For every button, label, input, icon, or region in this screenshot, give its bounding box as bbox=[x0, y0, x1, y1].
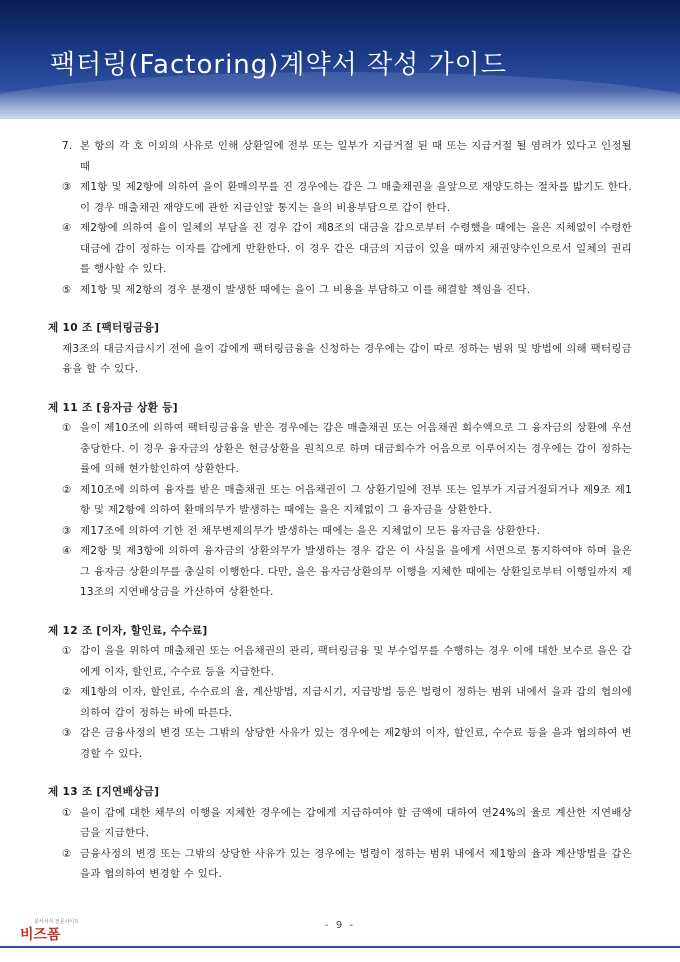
item-text: 갑은 금융사정의 변경 또는 그밖의 상당한 사유가 있는 경우에는 제2항의 이자, 할인료, 수수료 등을 을과 협의하여 변경할 수 있다. bbox=[80, 727, 632, 760]
item-number: ② bbox=[62, 686, 72, 698]
item-text: 을이 제10조에 의하여 팩터링금융을 받은 경우에는 갑은 매출채권 또는 어음채권 회수액으로 그 융자금의 상환에 우선 충당한다. 이 경우 융자금의 상환은 현금상환을 원칙으로 하며 대금회수가 어음으로 이루어지는 경우에는 갑이 정하는 률에 의해 현가할인하여 상환한다. bbox=[80, 422, 632, 475]
item-text: 제2항 및 제3항에 의하여 융자금의 상환의무가 발생하는 경우 갑은 이 사실을 을에게 서면으로 통지하여야 하며 을은 그 융자금 상환의무를 충실히 이행한다. 다만, 을은 융자금상환의무 이행을 지체한 때에는 상환일로부터 이행일까지 제13조의 지연배상금을 가산하여 상환한다. bbox=[80, 545, 632, 598]
article-10-title: 제 10 조 [팩터링금융] bbox=[48, 322, 160, 334]
footer-divider bbox=[0, 946, 680, 948]
list-item bbox=[0, 723, 680, 764]
item-text: 제1항 및 제2항에 의하여 을이 환매의무를 진 경우에는 갑은 그 매출채권을 을앞으로 재양도하는 절차를 밟기도 한다. 이 경우 매출채권 재양도에 관한 지급인앞 통지는 을의 비용부담으로 갑이 한다. bbox=[80, 181, 632, 214]
item-number: ① bbox=[62, 806, 72, 819]
item-number: ④ bbox=[62, 545, 72, 557]
item-number: ③ bbox=[62, 727, 72, 739]
list-item bbox=[0, 136, 680, 177]
item-number: ④ bbox=[62, 222, 72, 234]
header-divider bbox=[0, 118, 680, 119]
item-text: 금융사정의 변경 또는 그밖의 상당한 사유가 있는 경우에는 법령이 정하는 범위 내에서 제1항의 율과 계산방법을 갑은 을과 협의하여 변경할 수 있다. bbox=[80, 847, 632, 880]
item-text: 제17조에 의하여 기한 전 채무변제의무가 발생하는 때에는 을은 지체없이 모든 융자금을 상환한다. bbox=[80, 524, 541, 537]
list-item bbox=[0, 480, 680, 521]
list-item bbox=[0, 521, 680, 542]
item-text: 제10조에 의하여 융자를 받은 매출채권 또는 어음채권이 그 상환기일에 전부 또는 일부가 지급거절되거나 제9조 제1항 및 제2항에 의하여 환매의무가 발생하는 때에는 을은 지체없이 그 융자금을 상환한다. bbox=[80, 483, 632, 516]
item-text: 을이 갑에 대한 채무의 이행을 지체한 경우에는 갑에게 지급하여야 할 금액에 대하여 연24%의 율로 계산한 지연배상금을 지급한다. bbox=[80, 806, 632, 839]
page-number: - 9 - bbox=[325, 920, 355, 931]
list-item bbox=[0, 844, 680, 885]
document-body bbox=[0, 136, 680, 885]
list-item bbox=[0, 803, 680, 844]
list-item bbox=[0, 418, 680, 480]
article-11-title: 제 11 조 [융자금 상환 등] bbox=[48, 401, 178, 414]
article-13-title: 제 13 조 [지연배상금] bbox=[48, 786, 160, 798]
item-number: ② bbox=[62, 847, 72, 860]
item-number: ① bbox=[62, 645, 72, 657]
logo-tagline: 문서서식 전문사이트 bbox=[34, 919, 80, 925]
item-number: 7. bbox=[62, 140, 73, 152]
list-item bbox=[0, 177, 680, 218]
page-title: 팩터링(Factoring)계약서 작성 가이드 bbox=[50, 50, 507, 80]
list-item bbox=[0, 541, 680, 603]
item-text: 갑이 을을 위하여 매출채권 또는 어음채권의 관리, 팩터링금융 및 부수업무를 수행하는 경우 이에 대한 보수로 을은 갑에게 이자, 할인료, 수수료 등을 지급한다. bbox=[80, 645, 632, 678]
item-text: 제1항 및 제2항의 경우 분쟁이 발생한 때에는 을이 그 비용을 부담하고 이를 해결할 책임을 진다. bbox=[80, 283, 531, 296]
item-number: ③ bbox=[62, 181, 72, 193]
item-text: 제1항의 이자, 할인료, 수수료의 율, 계산방법, 지급시기, 지급방법 등은 법령이 정하는 범위 내에서 을과 갑의 협의에 의하여 갑이 정하는 바에 따른다. bbox=[80, 686, 632, 719]
list-item bbox=[0, 682, 680, 723]
item-text: 본 항의 각 호 이외의 사유로 인해 상환일에 전부 또는 일부가 지급거절 된 때 또는 지급거절 될 염려가 있다고 인정될 때 bbox=[80, 140, 632, 173]
list-item bbox=[0, 218, 680, 280]
item-text: 제2항에 의하여 을이 일체의 부담을 진 경우 갑이 제8조의 대금을 갑으로부터 수령했을 때에는 을은 지체없이 수령한 대금에 갑이 정하는 이자를 갑에게 반환한다. 이 경우 갑은 대금의 지급이 있을 때까지 채권양수인으로서 일체의 권리를 행사할 수 있다. bbox=[80, 222, 632, 275]
list-item bbox=[0, 280, 680, 301]
item-number: ① bbox=[62, 422, 72, 434]
item-number: ② bbox=[62, 483, 72, 496]
logo-text: 비즈폼 bbox=[20, 927, 61, 943]
article-12-title: 제 12 조 [이자, 할인료, 수수료] bbox=[48, 624, 208, 637]
item-number: ③ bbox=[62, 524, 72, 537]
item-number: ⑤ bbox=[62, 283, 72, 296]
article-10-body: 제3조의 대금지급시기 전에 을이 갑에게 팩터링금융을 신청하는 경우에는 갑이 따로 정하는 범위 및 방법에 의해 팩터링금융을 할 수 있다. bbox=[62, 342, 632, 375]
list-item bbox=[0, 641, 680, 682]
